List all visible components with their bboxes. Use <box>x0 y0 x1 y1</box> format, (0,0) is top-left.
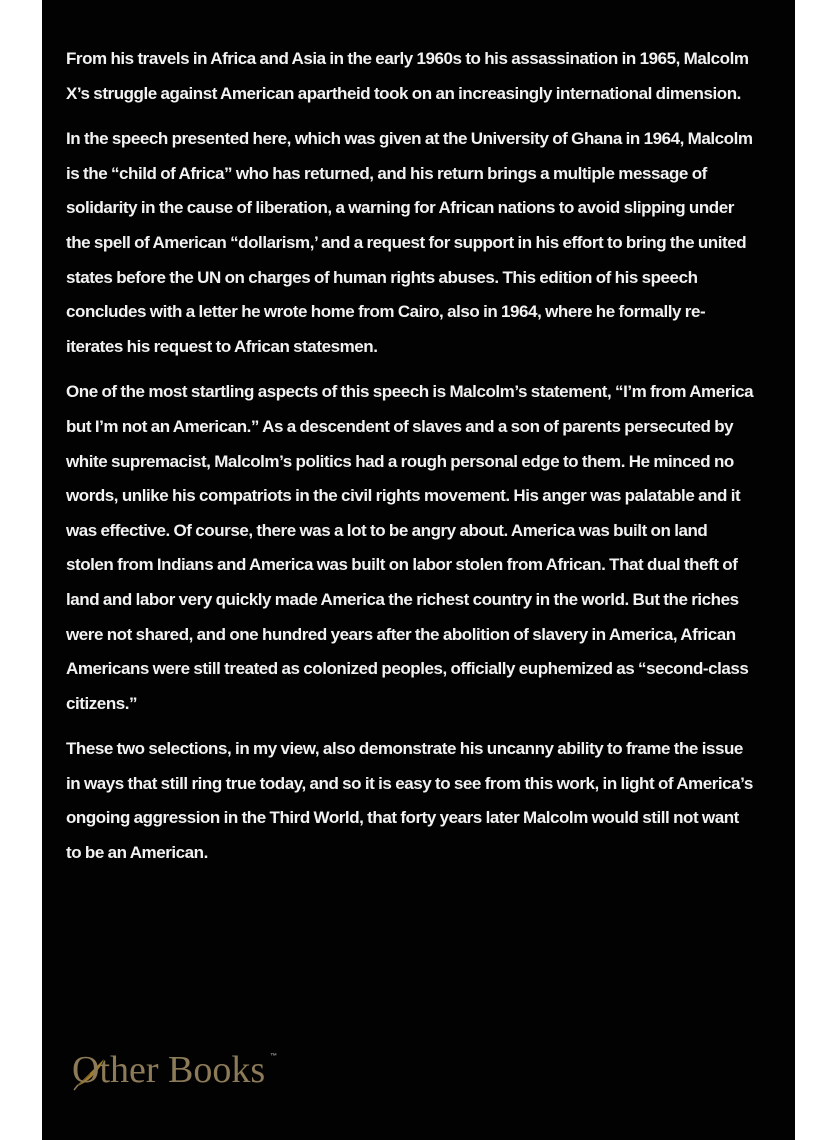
blurb-paragraph-2: In the speech presented here, which was given at the University of Ghana in 1964, Malcolm is the “child of Africa” who has returned, and his return brings a multiple message of solidarity in the cause of liberation, a warning for African nations to avoid slipping under the spell of American “dollarism,’ and a request for support in his effort to bring the united states before the UN on charges of human rights abuses. This edition of his speech concludes with a letter he wrote home from Cairo, also in 1964, where he formally re-iterates his request to African statesmen. <box>66 129 753 356</box>
publisher-logo-text <box>72 1045 278 1095</box>
publisher-name: Other Books <box>72 1049 266 1091</box>
blurb-paragraph-1: From his travels in Africa and Asia in the early 1960s to his assassination in 1965, Malcolm X’s struggle against American apartheid took on an increasingly international dimension. <box>66 49 749 103</box>
blurb-text <box>66 42 756 882</box>
blurb-paragraph-4: These two selections, in my view, also demonstrate his uncanny ability to frame the issue in ways that still ring true today, and so it is easy to see from this work, in light of America’s ongoing aggression in the Third World, that forty years later Malcolm would still not want to be an American. <box>66 739 753 863</box>
publisher-logo <box>72 1045 278 1095</box>
blurb-paragraph-3: One of the most startling aspects of this speech is Malcolm’s statement, “I’m from America but I’m not an American.” As a descendent of slaves and a son of parents persecuted by white supremacist, Malcolm’s politics had a rough personal edge to them. He minced no words, unlike his compatriots in the civil rights movement. His anger was palatable and it was effective. Of course, there was a lot to be angry about. America was built on land stolen from Indians and America was built on labor stolen from African. That dual theft of land and labor very quickly made America the richest country in the world. But the riches were not shared, and one hundred years after the abolition of slavery in America, African Americans were still treated as colonized peoples, officially euphemized as “second-class citizens.” <box>66 382 754 713</box>
back-cover <box>42 0 795 1140</box>
trademark-symbol: ™ <box>270 1053 278 1060</box>
